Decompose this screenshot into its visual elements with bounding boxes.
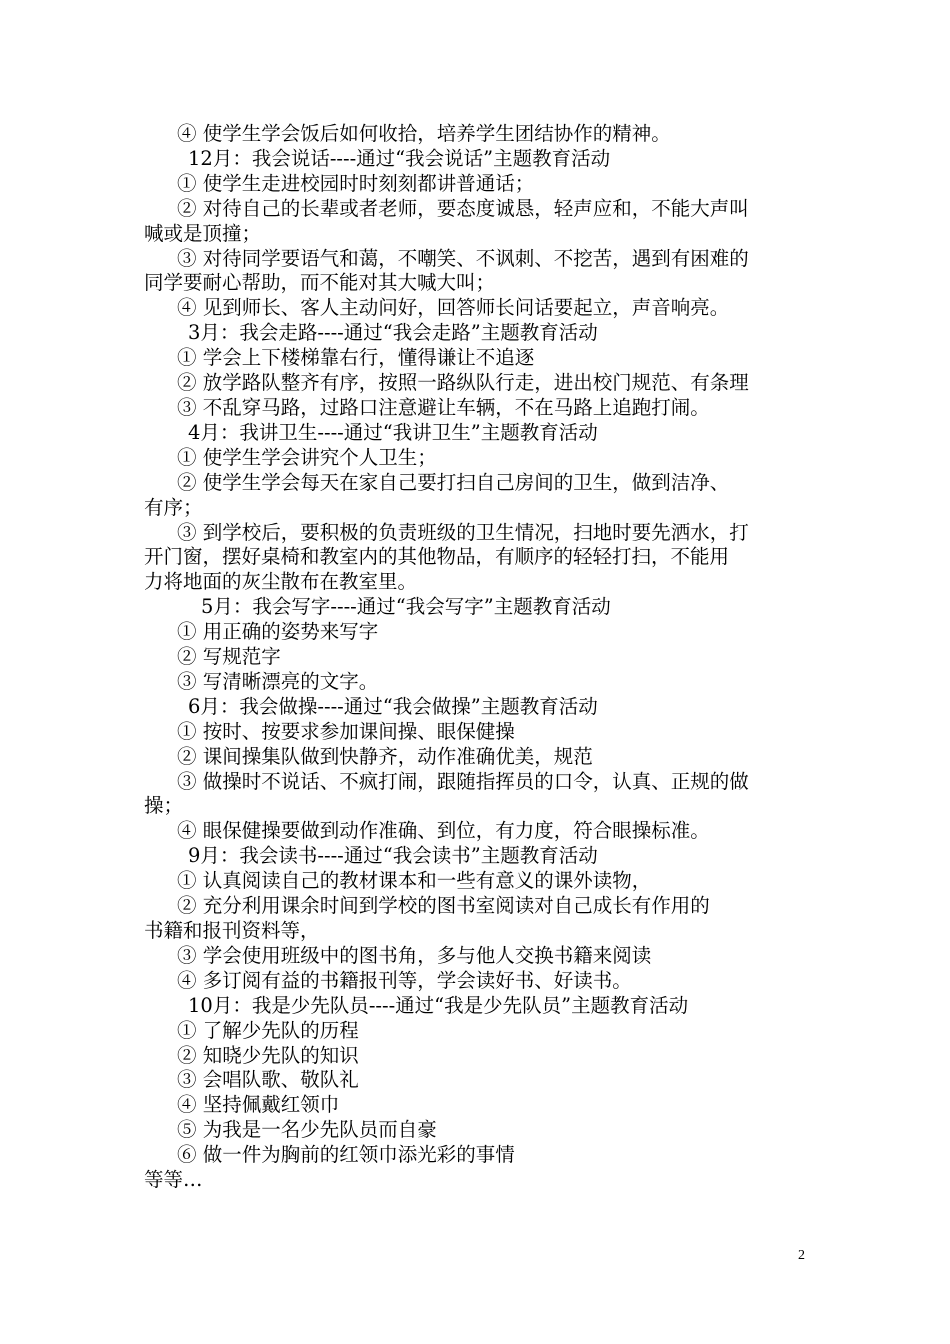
text-line: 有序； <box>144 495 203 519</box>
text-line: ④ 使学生学会饭后如何收拾，培养学生团结协作的精神。 <box>177 122 671 145</box>
text-line: 5月：我会写字----通过“我会写字”主题教育活动 <box>201 595 611 619</box>
text-line: ③ 会唱队歌、敬队礼 <box>177 1068 359 1092</box>
text-line: ③ 学会使用班级中的图书角，多与他人交换书籍来阅读 <box>177 943 652 967</box>
text-line: 6月：我会做操----通过“我会做操”主题教育活动 <box>188 694 598 718</box>
text-line: ② 使学生学会每天在家自己要打扫自己房间的卫生，做到洁净、 <box>177 470 730 494</box>
text-line: 12月：我会说话----通过“我会说话”主题教育活动 <box>188 146 611 170</box>
text-line: ③ 不乱穿马路，过路口注意避让车辆，不在马路上追跑打闹。 <box>177 395 710 419</box>
text-line: ② 课间操集队做到快静齐，动作准确优美，规范 <box>177 744 593 768</box>
text-line: 4月：我讲卫生----通过“我讲卫生”主题教育活动 <box>188 420 598 444</box>
text-line: ① 了解少先队的历程 <box>177 1018 359 1042</box>
text-line: ③ 做操时不说话、不疯打闹，跟随指挥员的口令，认真、正规的做 <box>177 769 749 793</box>
text-line: ④ 见到师长、客人主动问好，回答师长问话要起立，声音响亮。 <box>177 296 730 320</box>
text-line: 10月：我是少先队员----通过“我是少先队员”主题教育活动 <box>188 993 689 1017</box>
text-line: ② 写规范字 <box>177 645 281 669</box>
text-line: ④ 眼保健操要做到动作准确、到位，有力度，符合眼操标准。 <box>177 819 710 843</box>
text-line: ④ 坚持佩戴红领巾 <box>177 1093 340 1117</box>
text-line: 喊或是顶撞； <box>144 221 262 245</box>
text-line: ① 按时、按要求参加课间操、眼保健操 <box>177 719 515 743</box>
text-line: ③ 写清晰漂亮的文字。 <box>177 669 379 693</box>
text-line: ① 使学生走进校园时时刻刻都讲普通话； <box>177 171 535 195</box>
text-line: 同学要耐心帮助，而不能对其大喊大叫； <box>144 271 496 295</box>
text-line: 开门窗，摆好桌椅和教室内的其他物品，有顺序的轻轻打扫，不能用 <box>144 545 730 569</box>
text-line: ② 对待自己的长辈或者老师，要态度诚恳，轻声应和，不能大声叫 <box>177 196 749 220</box>
text-line: ① 认真阅读自己的教材课本和一些有意义的课外读物， <box>177 869 652 893</box>
text-line: ⑤ 为我是一名少先队员而自豪 <box>177 1118 437 1142</box>
text-line: ① 用正确的姿势来写字 <box>177 620 379 644</box>
text-line: ⑥ 做一件为胸前的红领巾添光彩的事情 <box>177 1143 515 1167</box>
document-body <box>144 122 810 1193</box>
text-line: 书籍和报刊资料等， <box>144 919 320 942</box>
text-line: ② 知晓少先队的知识 <box>177 1043 359 1067</box>
text-line: ① 学会上下楼梯靠右行，懂得谦让不追逐 <box>177 346 535 370</box>
text-line: ② 充分利用课余时间到学校的图书室阅读对自己成长有作用的 <box>177 894 710 918</box>
text-line: 力将地面的灰尘散布在教室里。 <box>144 570 418 594</box>
text-line: ① 使学生学会讲究个人卫生； <box>177 445 437 469</box>
text-line: ② 放学路队整齐有序，按照一路纵队行走，进出校门规范、有条理 <box>177 371 749 395</box>
text-line: 3月：我会走路----通过“我会走路”主题教育活动 <box>188 321 598 345</box>
page-number: 2 <box>798 1248 805 1263</box>
text-line: ③ 对待同学要语气和蔼，不嘲笑、不讽刺、不挖苦，遇到有困难的 <box>177 246 749 270</box>
text-line: 等等… <box>144 1168 203 1192</box>
text-line: ③ 到学校后，要积极的负责班级的卫生情况，扫地时要先洒水，打 <box>177 520 749 544</box>
text-line: 9月：我会读书----通过“我会读书”主题教育活动 <box>188 844 598 868</box>
text-line: 操； <box>144 794 184 818</box>
text-line: ④ 多订阅有益的书籍报刊等，学会读好书、好读书。 <box>177 968 632 992</box>
